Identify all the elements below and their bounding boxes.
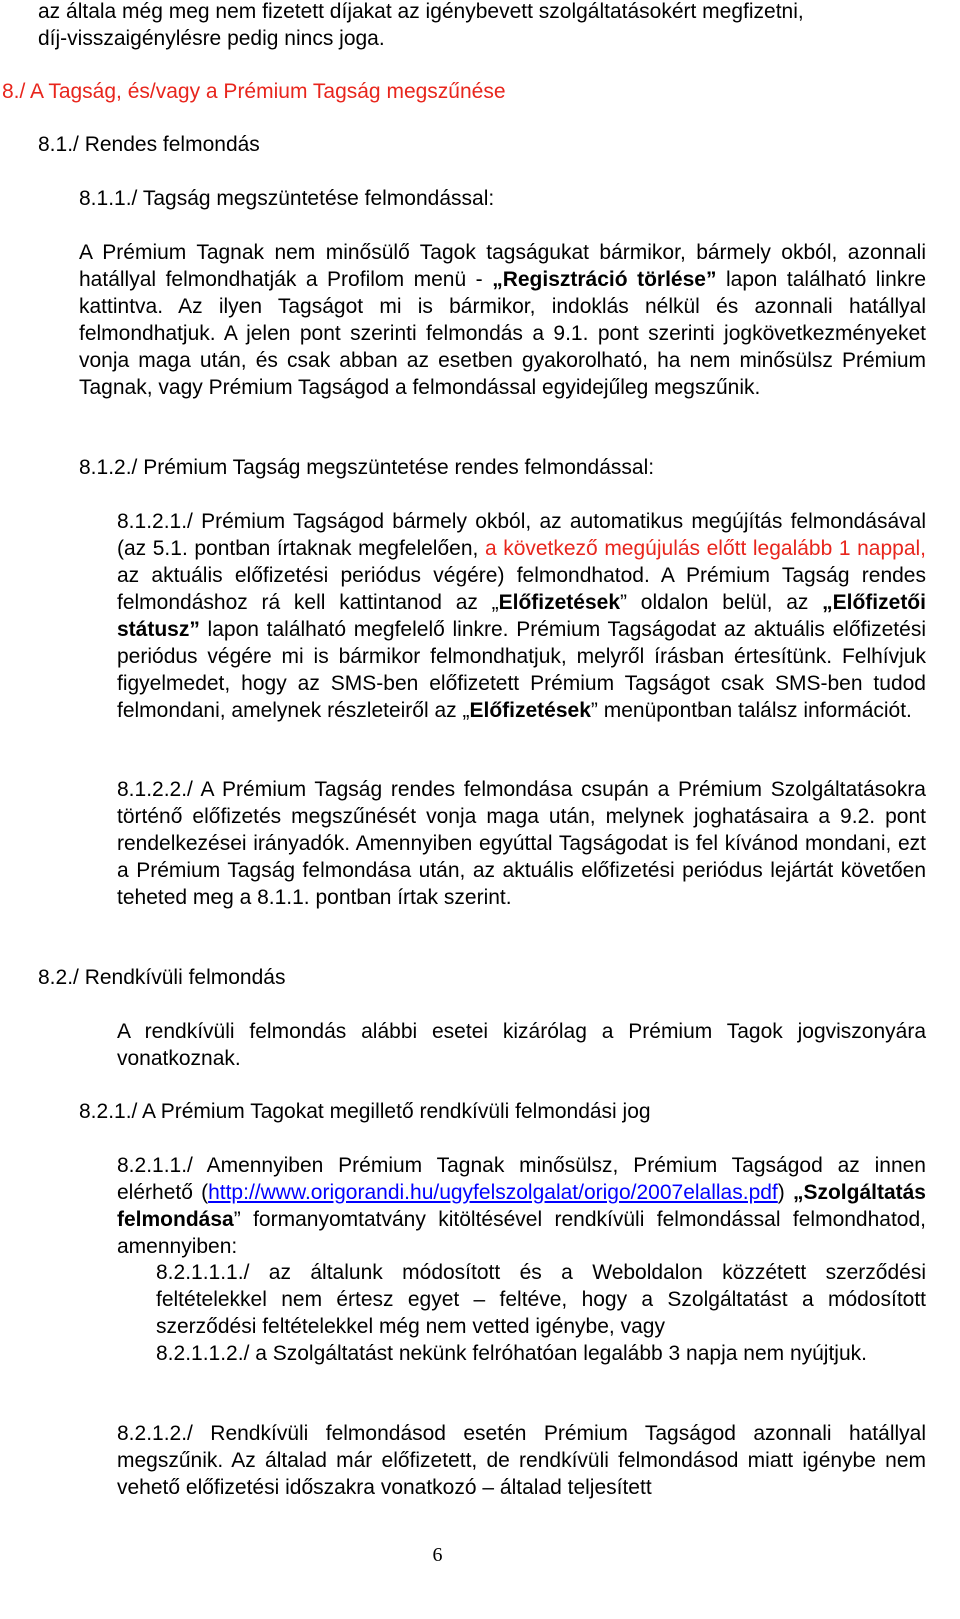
section-8-1-1-paragraph: A Prémium Tagnak nem minősülő Tagok tagságukat bármikor, bármely okból, azonnali hatállyal felmondhatják a Profilom menü - „Regisztráció törlése” lapon található linkre kattintva. Az ilyen Tagságot mi is bármikor, indoklás nélkül és azonnali hatállyal felmondhatjuk. A jelen pont szerinti felmondás a 9.1. pont szerinti jogkövetkezményeket vonja maga után, és csak abban az esetben gyakorolható, ha nem minősülsz Prémium Tagnak, vagy Prémium Tagságod a felmondással egyidejűleg megszűnik. [79,241,926,399]
section-8-2-1-1-2-paragraph: 8.2.1.1.2./ a Szolgáltatást nekünk felróhatóan legalább 3 napja nem nyújtjuk. [156,1342,867,1365]
section-8-2-1-1-paragraph: 8.2.1.1./ Amennyiben Prémium Tagnak minősülsz, Prémium Tagságod az innen elérhető (http://www.origorandi.hu/ugyfelszolgalat/origo/2007elallas.pdf) „Szolgáltatás felmondása” formanyomtatvány kitöltésével rendkívüli felmondással felmondhatod, amennyiben: [117,1154,926,1258]
renewal-deadline-note: a következő megújulás előtt legalább 1 nappal, [484,537,927,560]
section-8-2-1-heading: 8.2.1./ A Prémium Tagokat megillető rendkívüli felmondási jog [79,1100,651,1123]
service-termination-label: „Szolgáltatás felmondása [117,1181,926,1231]
section-8-1-heading: 8.1./ Rendes felmondás [38,133,260,156]
section-8-2-heading: 8.2./ Rendkívüli felmondás [38,966,286,989]
paragraph-continuation-line2: díj-visszaigénylésre pedig nincs joga. [38,27,385,50]
section-8-2-1-1-1-paragraph: 8.2.1.1.1./ az általunk módosított és a Weboldalon közzétett szerződési feltételekkel nem értesz egyet – feltéve, hogy a Szolgáltatást a módosított szerződési feltételekkel még nem vetted igénybe, vagy [156,1261,926,1338]
section-8-2-1-2-paragraph: 8.2.1.2./ Rendkívüli felmondásod esetén Prémium Tagságod azonnali hatállyal megszűnik. Az általad már előfizetett, de rendkívüli felmondásod miatt igénybe nem vehető előfizetési időszakra vonatkozó – általad teljesített [117,1422,926,1499]
page-number: 6 [432,1544,443,1566]
paragraph-continuation-line1: az általa még meg nem fizetett díjakat az igénybevett szolgáltatásokért megfizetni, [38,0,804,23]
subscriber-status-label: „Előfizetői státusz” [117,591,926,641]
section-8-1-1-heading: 8.1.1./ Tagság megszüntetése felmondással: [79,187,495,210]
subscriptions-label: Előfizetések [498,591,621,614]
section-8-1-2-heading: 8.1.2./ Prémium Tagság megszüntetése rendes felmondással: [79,456,655,479]
section-8-2-paragraph: A rendkívüli felmondás alábbi esetei kizárólag a Prémium Tagok jogviszonyára vonatkoznak. [117,1020,926,1070]
section-8-1-2-1-paragraph: 8.1.2.1./ Prémium Tagságod bármely okból, az automatikus megújítás felmondásával (az 5.1. pontban írtaknak megfelelően, a következő megújulás előtt legalább 1 nappal, az aktuális előfizetési periódus végére) felmondhatod. A Prémium Tagság rendes felmondáshoz rá kell kattintanod az „Előfizetések” oldalon belül, az „Előfizetői státusz” lapon található megfelelő linkre. Prémium Tagságodat az aktuális előfizetési periódus végére mi is bármikor felmondhatjuk, melyről írásban értesítünk. Felhívjuk figyelmedet, hogy az SMS-ben előfizetett Prémium Tagságot csak SMS-ben tudod felmondani, amelynek részleteiről az „Előfizetések” menüpontban találsz információt. [117,510,927,722]
section-8-1-2-2-paragraph: 8.1.2.2./ A Prémium Tagság rendes felmondása csupán a Prémium Szolgáltatásokra történő előfizetés megszűnését vonja maga után, melynek joghatásaira a 9.2. pont rendelkezései irányadók. Amennyiben egyúttal Tagságodat is fel kívánod mondani, ezt a Prémium Tagság felmondása után, az aktuális előfizetési periódus lejártát követően teheted meg a 8.1.1. pontban írtak szerint. [117,778,926,909]
registration-delete-label: „Regisztráció törlése” [492,268,717,291]
form-pdf-link[interactable]: http://www.origorandi.hu/ugyfelszolgalat/origo/2007elallas.pdf [208,1181,778,1204]
subscriptions-menu-label: Előfizetések [469,699,591,722]
section-8-heading: 8./ A Tagság, és/vagy a Prémium Tagság megszűnése [2,80,506,103]
